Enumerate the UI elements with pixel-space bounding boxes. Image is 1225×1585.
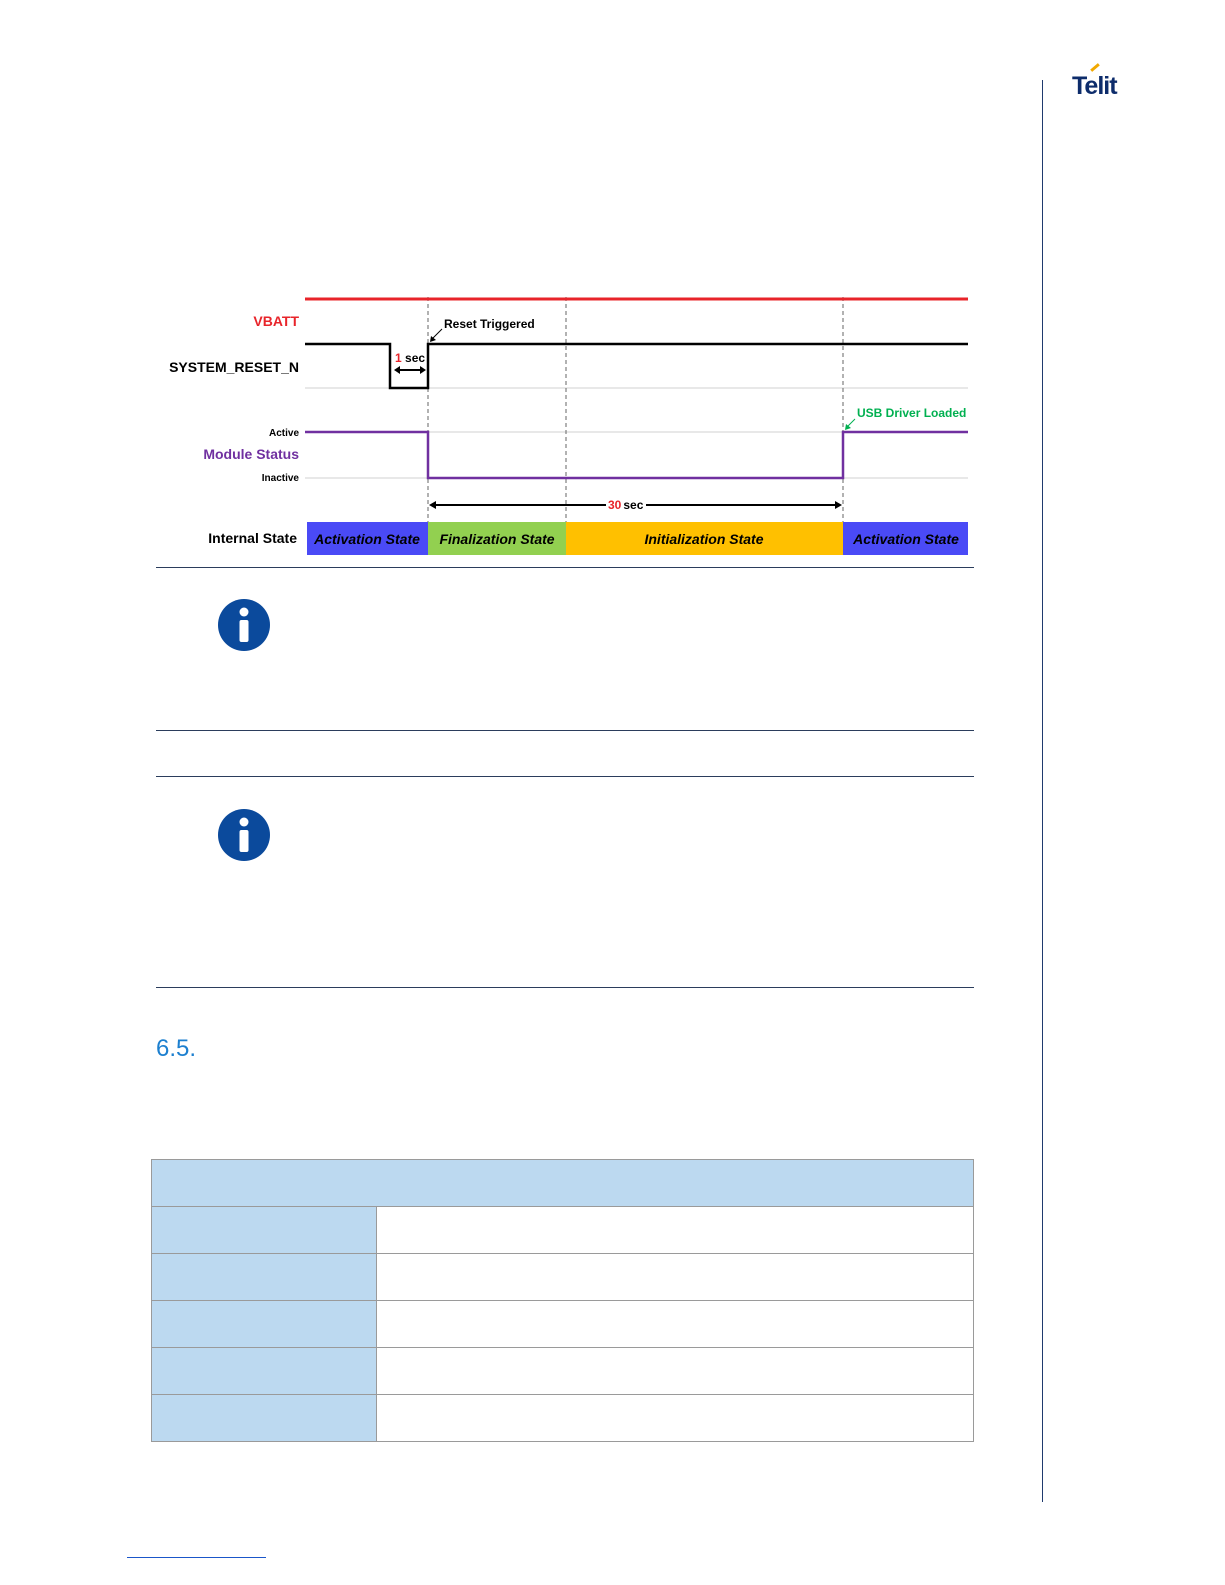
- telit-logo: [1068, 64, 1130, 104]
- module-status-waveform: [305, 432, 968, 478]
- table-value-cell: [377, 1254, 974, 1301]
- usb-driver-loaded-label: USB Driver Loaded: [857, 406, 967, 420]
- table-value-cell: [377, 1395, 974, 1442]
- usb-driver-arrowhead: [845, 424, 851, 430]
- info-icon: [217, 808, 271, 862]
- table-value-cell: [377, 1301, 974, 1348]
- state-label-initialization: Initialization State: [644, 531, 764, 547]
- reset-timing-diagram: [150, 285, 980, 560]
- table-row: [152, 1395, 974, 1442]
- note-2-bottom-rule: [156, 987, 974, 988]
- table-key-cell: [152, 1207, 377, 1254]
- logo-text: Telit: [1072, 72, 1117, 100]
- duration-arrow-right: [835, 501, 842, 509]
- pulse-arrow-left: [394, 366, 400, 374]
- state-label-activation-1: Activation State: [314, 531, 420, 547]
- table-row: [152, 1348, 974, 1395]
- duration-label: 30 sec: [608, 498, 644, 512]
- table-key-cell: [152, 1254, 377, 1301]
- pulse-arrow-right: [420, 366, 426, 374]
- note-1-bottom-rule: [156, 730, 974, 731]
- inactive-level-label: Inactive: [261, 473, 299, 484]
- note-1-top-rule: [156, 567, 974, 568]
- reset-triggered-label: Reset Triggered: [444, 317, 535, 331]
- table-header-row: [152, 1160, 974, 1207]
- pulse-duration-label: 1 sec: [395, 351, 426, 365]
- footer-link-underline[interactable]: [127, 1557, 266, 1558]
- reset-triggered-arrowhead: [430, 336, 436, 342]
- vbatt-label: VBATT: [253, 313, 299, 329]
- table-value-cell: [377, 1207, 974, 1254]
- table-value-cell: [377, 1348, 974, 1395]
- active-level-label: Active: [268, 428, 299, 439]
- table-key-cell: [152, 1348, 377, 1395]
- table-key-cell: [152, 1395, 377, 1442]
- table-header-cell: [152, 1160, 974, 1207]
- state-label-activation-2: Activation State: [853, 531, 959, 547]
- table-key-cell: [152, 1301, 377, 1348]
- table-row: [152, 1207, 974, 1254]
- state-label-finalization: Finalization State: [439, 531, 555, 547]
- reset-signal-label: SYSTEM_RESET_N: [169, 359, 299, 375]
- note-2-top-rule: [156, 776, 974, 777]
- module-status-label: Module Status: [203, 446, 299, 462]
- table-row: [152, 1254, 974, 1301]
- page-margin-rule: [1042, 80, 1043, 1502]
- internal-state-label: Internal State: [208, 530, 297, 546]
- spec-table: [151, 1159, 974, 1442]
- logo-accent-mark: [1090, 63, 1100, 72]
- info-icon: [217, 598, 271, 652]
- reset-triggered-pointer: [432, 329, 442, 339]
- section-number: 6.5.: [156, 1035, 197, 1062]
- duration-arrow-left: [429, 501, 436, 509]
- table-row: [152, 1301, 974, 1348]
